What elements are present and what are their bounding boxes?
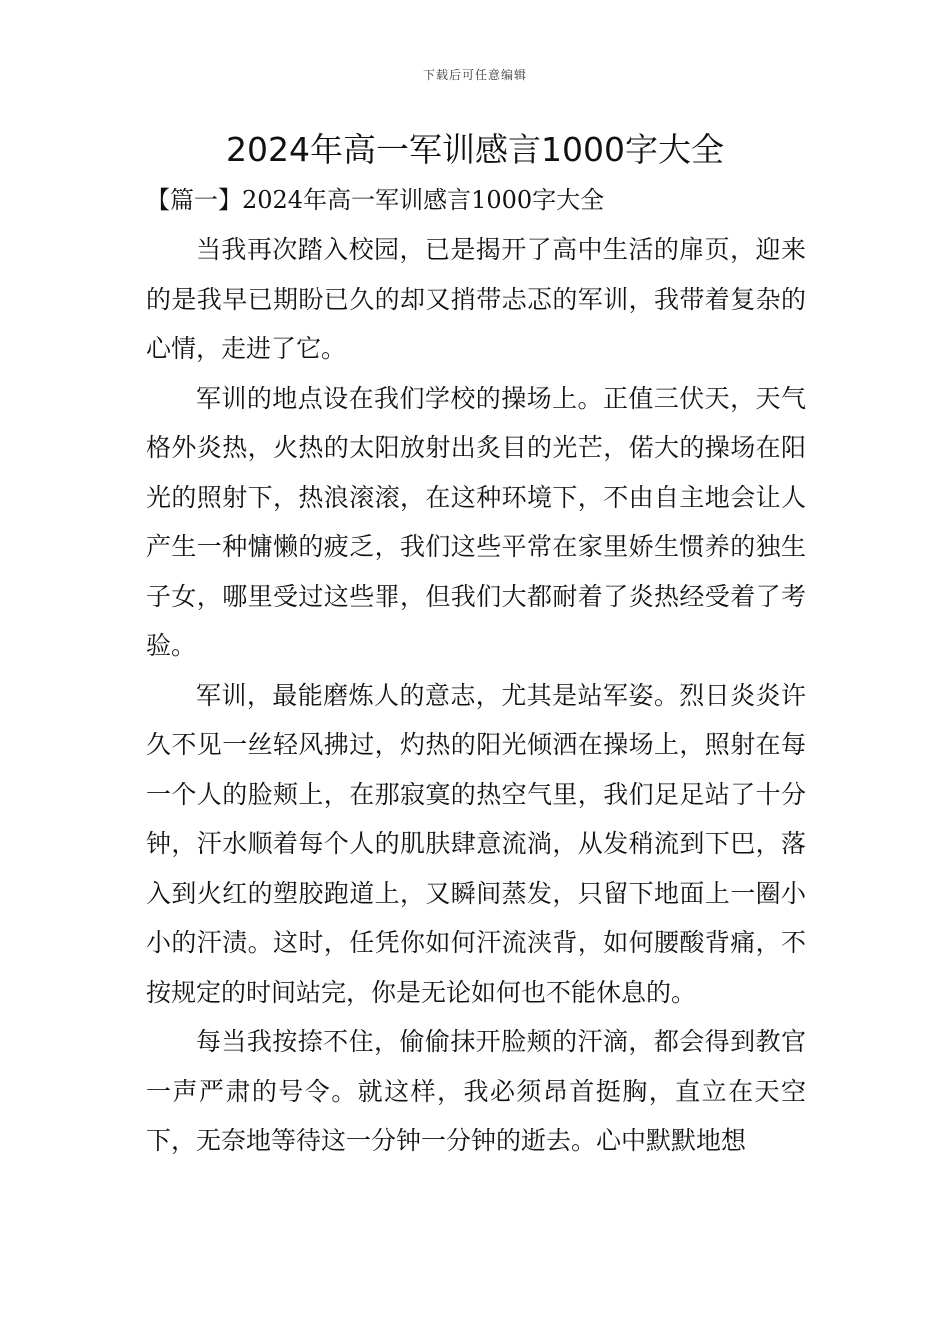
paragraph: 每当我按捺不住，偷偷抹开脸颊的汗滴，都会得到教官一声严肃的号令。就这样，我必须昂首挺胸，直立在天空下，无奈地等待这一分钟一分钟的逝去。心中默默地想 — [146, 1027, 806, 1155]
paragraph: 军训的地点设在我们学校的操场上。正值三伏天，天气格外炎热，火热的太阳放射出炙目的光芒，偌大的操场在阳光的照射下，热浪滚滚，在这种环境下，不由自主地会让人产生一种慵懒的疲乏，我们这些平常在家里娇生惯养的独生子女，哪里受过这些罪，但我们大都耐着了炎热经受着了考验。 — [146, 383, 806, 660]
paragraph: 军训，最能磨炼人的意志，尤其是站军姿。烈日炎炎许久不见一丝轻风拂过，灼热的阳光倾洒在操场上，照射在每一个人的脸颊上，在那寂寞的热空气里，我们足足站了十分钟，汗水顺着每个人的肌肤肆意流淌，从发稍流到下巴，落入到火红的塑胶跑道上，又瞬间蒸发，只留下地面上一圈小小的汗渍。这时，任凭你如何汗流浃背，如何腰酸背痛，不按规定的时间站完，你是无论如何也不能休息的。 — [146, 680, 806, 1007]
document-title: 2024年高一军训感言1000字大全 — [226, 130, 724, 169]
paragraph: 当我再次踏入校园，已是揭开了高中生活的扉页，迎来的是我早已期盼已久的却又捎带忐忑的军训，我带着复杂的心情，走进了它。 — [146, 235, 806, 363]
document-body — [146, 225, 806, 1166]
header-note: 下载后可任意编辑 — [422, 68, 527, 82]
section-heading: 【篇一】2024年高一军训感言1000字大全 — [146, 186, 605, 214]
